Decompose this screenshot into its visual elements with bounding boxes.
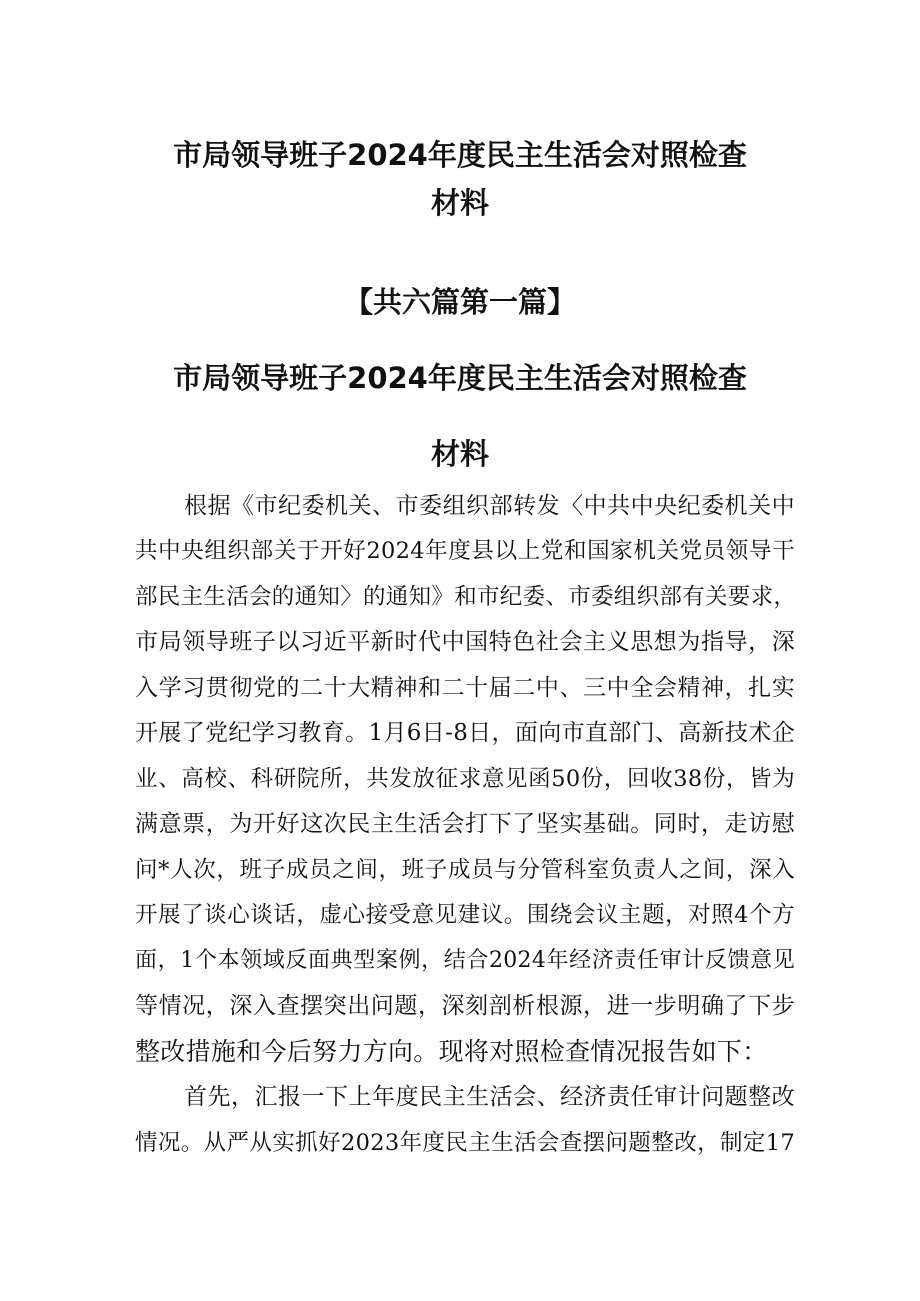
paragraph-line: 首先，汇报一下上年度民主生活会、经济责任审计问题整改 [184,1084,795,1110]
paragraph-line: 开展了党纪学习教育。1月6日-8日，面向市直部门、高新技术企 [135,720,795,746]
document-subtitle-line-2: 材料 [430,437,489,471]
paragraph-line: 入学习贯彻党的二十大精神和二十届二中、三中全会精神，扎实 [135,675,795,701]
paragraph-line: 整改措施和今后努力方向。现将对照检查情况报告如下： [135,1037,768,1066]
paragraph-line: 开展了谈心谈话，虚心接受意见建议。围绕会议主题，对照4个方 [135,902,795,928]
paragraph-line: 问*人次，班子成员之间，班子成员与分管科室负责人之间，深入 [135,857,795,883]
paragraph-line: 市局领导班子以习近平新时代中国特色社会主义思想为指导，深 [135,629,795,655]
paragraph-line: 业、高校、科研院所，共发放征求意见函50份，回收38份，皆为 [135,766,795,792]
paragraph-line: 面，1个本领域反面典型案例，结合2024年经济责任审计反馈意见 [135,948,795,973]
document-title-line-2: 材料 [430,186,489,220]
paragraph-line: 共中央组织部关于开好2024年度县以上党和国家机关党员领导干 [135,538,795,564]
paragraph-line: 等情况，深入查摆突出问题，深刻剖析根源，进一步明确了下步 [135,993,795,1019]
document-title-line-1: 市局领导班子2024年度民主生活会对照检查 [173,138,747,172]
paragraph-line: 根据《市纪委机关、市委组织部转发〈中共中央纪委机关中 [184,493,795,519]
document-subtitle-line-1: 市局领导班子2024年度民主生活会对照检查 [173,361,747,395]
paragraph-line: 满意票，为开好这次民主生活会打下了坚实基础。同时，走访慰 [135,811,795,837]
paragraph-line: 部民主生活会的通知〉的通知》和市纪委、市委组织部有关要求， [135,584,797,610]
paragraph-line: 情况。从严从实抓好2023年度民主生活会查摆问题整改，制定17 [135,1130,795,1156]
series-label: 【共六篇第一篇】 [343,285,576,319]
